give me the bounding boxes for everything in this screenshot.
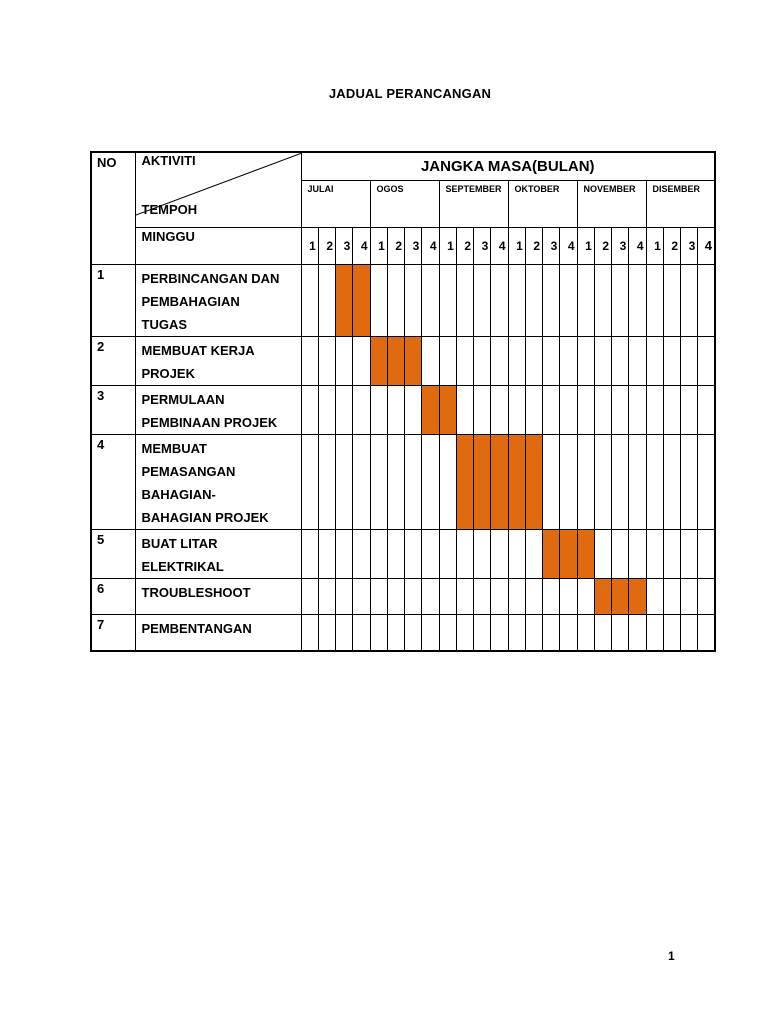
gantt-empty-cell xyxy=(456,578,473,614)
week-number: 3 xyxy=(612,227,629,264)
gantt-bar-cell xyxy=(491,434,508,529)
gantt-empty-cell xyxy=(387,385,404,434)
gantt-empty-cell xyxy=(387,578,404,614)
gantt-empty-cell xyxy=(560,614,577,651)
activity-row xyxy=(91,434,715,529)
gantt-empty-cell xyxy=(698,578,715,614)
gantt-empty-cell xyxy=(560,578,577,614)
gantt-empty-cell xyxy=(474,385,491,434)
gantt-empty-cell xyxy=(663,529,680,578)
gantt-empty-cell xyxy=(681,385,698,434)
gantt-empty-cell xyxy=(456,336,473,385)
week-number: 2 xyxy=(525,227,542,264)
gantt-empty-cell xyxy=(456,529,473,578)
gantt-empty-cell xyxy=(525,529,542,578)
gantt-empty-cell xyxy=(353,529,370,578)
gantt-empty-cell xyxy=(318,529,335,578)
gantt-empty-cell xyxy=(698,336,715,385)
gantt-empty-cell xyxy=(629,336,646,385)
gantt-empty-cell xyxy=(387,434,404,529)
gantt-empty-cell xyxy=(577,434,594,529)
gantt-bar-cell xyxy=(456,434,473,529)
gantt-empty-cell xyxy=(663,578,680,614)
gantt-empty-cell xyxy=(594,434,611,529)
gantt-empty-cell xyxy=(353,434,370,529)
gantt-empty-cell xyxy=(456,385,473,434)
gantt-empty-cell xyxy=(525,614,542,651)
gantt-bar-cell xyxy=(629,578,646,614)
gantt-bar-cell xyxy=(422,385,439,434)
activity-name-line: PEMBINAAN PROJEK xyxy=(141,414,278,430)
gantt-bar-cell xyxy=(560,529,577,578)
gantt-empty-cell xyxy=(301,385,318,434)
gantt-empty-cell xyxy=(439,529,456,578)
activity-name-line: BAHAGIAN- xyxy=(141,486,216,502)
week-number: 4 xyxy=(698,227,715,264)
gantt-empty-cell xyxy=(594,529,611,578)
gantt-empty-cell xyxy=(560,434,577,529)
gantt-empty-cell xyxy=(698,264,715,336)
gantt-bar-cell xyxy=(612,578,629,614)
gantt-empty-cell xyxy=(301,434,318,529)
gantt-empty-cell xyxy=(474,264,491,336)
month-header: OKTOBER xyxy=(508,180,577,227)
activity-name-line: TROUBLESHOOT xyxy=(141,584,251,600)
activity-name-line: PROJEK xyxy=(141,365,195,381)
activity-row xyxy=(91,385,715,434)
gantt-empty-cell xyxy=(663,614,680,651)
gantt-empty-cell xyxy=(646,385,663,434)
gantt-empty-cell xyxy=(543,578,560,614)
gantt-empty-cell xyxy=(594,264,611,336)
gantt-empty-cell xyxy=(336,529,353,578)
gantt-empty-cell xyxy=(629,529,646,578)
gantt-empty-cell xyxy=(629,614,646,651)
gantt-empty-cell xyxy=(543,614,560,651)
gantt-empty-cell xyxy=(456,614,473,651)
header-aktiviti: AKTIVITI xyxy=(141,153,196,168)
activity-name-line: PEMBAHAGIAN xyxy=(141,293,240,309)
gantt-empty-cell xyxy=(370,434,387,529)
gantt-empty-cell xyxy=(663,434,680,529)
gantt-empty-cell xyxy=(301,264,318,336)
gantt-empty-cell xyxy=(594,614,611,651)
gantt-empty-cell xyxy=(629,385,646,434)
gantt-empty-cell xyxy=(405,385,422,434)
activity-name xyxy=(135,264,301,336)
gantt-empty-cell xyxy=(629,264,646,336)
gantt-empty-cell xyxy=(301,529,318,578)
gantt-empty-cell xyxy=(439,578,456,614)
gantt-empty-cell xyxy=(353,385,370,434)
month-header: NOVEMBER xyxy=(577,180,646,227)
month-header: DISEMBER xyxy=(646,180,715,227)
gantt-bar-cell xyxy=(439,385,456,434)
gantt-empty-cell xyxy=(646,336,663,385)
gantt-empty-cell xyxy=(560,264,577,336)
gantt-bar-cell xyxy=(336,264,353,336)
gantt-empty-cell xyxy=(370,614,387,651)
gantt-empty-cell xyxy=(646,434,663,529)
gantt-empty-cell xyxy=(525,578,542,614)
header-minggu: MINGGU xyxy=(135,227,301,264)
gantt-empty-cell xyxy=(336,614,353,651)
gantt-empty-cell xyxy=(560,385,577,434)
activity-name-line: MEMBUAT KERJA xyxy=(141,342,255,358)
week-number: 4 xyxy=(353,227,370,264)
gantt-empty-cell xyxy=(370,385,387,434)
gantt-empty-cell xyxy=(612,385,629,434)
gantt-empty-cell xyxy=(525,264,542,336)
month-header: JULAI xyxy=(301,180,370,227)
page-title: JADUAL PERANCANGAN xyxy=(328,86,492,101)
gantt-bar-cell xyxy=(405,336,422,385)
gantt-empty-cell xyxy=(422,578,439,614)
gantt-empty-cell xyxy=(612,434,629,529)
activity-name-line: PERBINCANGAN DAN xyxy=(141,270,280,286)
week-number: 1 xyxy=(508,227,525,264)
gantt-empty-cell xyxy=(681,529,698,578)
activity-name xyxy=(135,385,301,434)
gantt-empty-cell xyxy=(456,264,473,336)
gantt-empty-cell xyxy=(508,578,525,614)
gantt-empty-cell xyxy=(474,614,491,651)
gantt-empty-cell xyxy=(681,264,698,336)
gantt-empty-cell xyxy=(491,336,508,385)
page-number: 1 xyxy=(668,949,675,963)
activity-row xyxy=(91,264,715,336)
gantt-empty-cell xyxy=(439,434,456,529)
activity-name-line: BUAT LITAR xyxy=(141,535,218,551)
activity-name-line: BAHAGIAN PROJEK xyxy=(141,509,269,525)
activity-name-line: TUGAS xyxy=(141,316,187,332)
gantt-empty-cell xyxy=(663,336,680,385)
activity-name-line: PEMASANGAN xyxy=(141,463,236,479)
activity-name-line: PEMBENTANGAN xyxy=(141,620,252,636)
week-number: 2 xyxy=(456,227,473,264)
activity-name-line: MEMBUAT xyxy=(141,440,207,456)
gantt-empty-cell xyxy=(612,264,629,336)
gantt-empty-cell xyxy=(646,578,663,614)
gantt-empty-cell xyxy=(422,529,439,578)
gantt-empty-cell xyxy=(543,385,560,434)
gantt-empty-cell xyxy=(439,614,456,651)
header-aktiviti-tempoh xyxy=(135,152,301,227)
gantt-empty-cell xyxy=(336,434,353,529)
gantt-empty-cell xyxy=(405,614,422,651)
header-jangka-masa: JANGKA MASA(BULAN) xyxy=(301,152,715,180)
gantt-empty-cell xyxy=(525,385,542,434)
gantt-empty-cell xyxy=(663,264,680,336)
gantt-bar-cell xyxy=(474,434,491,529)
gantt-empty-cell xyxy=(491,385,508,434)
gantt-empty-cell xyxy=(370,529,387,578)
gantt-empty-cell xyxy=(387,614,404,651)
gantt-empty-cell xyxy=(318,614,335,651)
gantt-empty-cell xyxy=(405,434,422,529)
gantt-empty-cell xyxy=(318,434,335,529)
gantt-empty-cell xyxy=(508,336,525,385)
week-number: 1 xyxy=(370,227,387,264)
gantt-empty-cell xyxy=(646,529,663,578)
activity-no: 3 xyxy=(91,385,135,434)
gantt-empty-cell xyxy=(594,385,611,434)
gantt-empty-cell xyxy=(353,578,370,614)
gantt-empty-cell xyxy=(422,434,439,529)
gantt-empty-cell xyxy=(422,336,439,385)
gantt-empty-cell xyxy=(543,434,560,529)
gantt-bar-cell xyxy=(508,434,525,529)
gantt-empty-cell xyxy=(318,578,335,614)
gantt-bar-cell xyxy=(594,578,611,614)
gantt-empty-cell xyxy=(405,578,422,614)
gantt-empty-cell xyxy=(698,614,715,651)
gantt-empty-cell xyxy=(543,264,560,336)
gantt-empty-cell xyxy=(474,578,491,614)
gantt-empty-cell xyxy=(370,264,387,336)
week-number: 4 xyxy=(491,227,508,264)
activity-name xyxy=(135,529,301,578)
activity-name-line: ELEKTRIKAL xyxy=(141,558,224,574)
header-tempoh: TEMPOH xyxy=(141,202,198,217)
gantt-bar-cell xyxy=(387,336,404,385)
gantt-empty-cell xyxy=(439,264,456,336)
gantt-empty-cell xyxy=(318,336,335,385)
activity-name-line: PERMULAAN xyxy=(141,391,225,407)
activity-no: 2 xyxy=(91,336,135,385)
gantt-empty-cell xyxy=(491,614,508,651)
gantt-empty-cell xyxy=(508,385,525,434)
schedule-table xyxy=(90,151,716,652)
week-number: 4 xyxy=(422,227,439,264)
week-number: 4 xyxy=(560,227,577,264)
gantt-empty-cell xyxy=(336,578,353,614)
gantt-empty-cell xyxy=(577,385,594,434)
gantt-empty-cell xyxy=(491,578,508,614)
gantt-empty-cell xyxy=(301,578,318,614)
activity-name xyxy=(135,336,301,385)
activity-name xyxy=(135,614,301,651)
gantt-empty-cell xyxy=(612,529,629,578)
gantt-empty-cell xyxy=(577,264,594,336)
week-number: 1 xyxy=(646,227,663,264)
gantt-empty-cell xyxy=(491,529,508,578)
gantt-empty-cell xyxy=(508,614,525,651)
gantt-empty-cell xyxy=(405,264,422,336)
gantt-empty-cell xyxy=(336,336,353,385)
gantt-empty-cell xyxy=(698,434,715,529)
gantt-empty-cell xyxy=(353,614,370,651)
gantt-empty-cell xyxy=(422,614,439,651)
week-number: 2 xyxy=(318,227,335,264)
gantt-empty-cell xyxy=(577,336,594,385)
activity-no: 5 xyxy=(91,529,135,578)
week-number: 3 xyxy=(543,227,560,264)
gantt-empty-cell xyxy=(387,529,404,578)
gantt-empty-cell xyxy=(646,614,663,651)
gantt-empty-cell xyxy=(508,264,525,336)
gantt-empty-cell xyxy=(646,264,663,336)
gantt-empty-cell xyxy=(318,264,335,336)
gantt-empty-cell xyxy=(560,336,577,385)
activity-no: 6 xyxy=(91,578,135,614)
gantt-empty-cell xyxy=(301,336,318,385)
week-number: 4 xyxy=(629,227,646,264)
header-no: NO xyxy=(91,152,135,264)
week-number: 2 xyxy=(387,227,404,264)
gantt-empty-cell xyxy=(577,578,594,614)
gantt-empty-cell xyxy=(629,434,646,529)
week-number: 3 xyxy=(681,227,698,264)
gantt-empty-cell xyxy=(594,336,611,385)
gantt-bar-cell xyxy=(577,529,594,578)
gantt-empty-cell xyxy=(387,264,404,336)
activity-no: 4 xyxy=(91,434,135,529)
gantt-empty-cell xyxy=(663,385,680,434)
gantt-empty-cell xyxy=(508,529,525,578)
activity-row xyxy=(91,529,715,578)
gantt-empty-cell xyxy=(681,336,698,385)
week-number: 3 xyxy=(474,227,491,264)
gantt-empty-cell xyxy=(543,336,560,385)
gantt-empty-cell xyxy=(370,578,387,614)
gantt-empty-cell xyxy=(491,264,508,336)
activity-row xyxy=(91,578,715,614)
gantt-empty-cell xyxy=(612,614,629,651)
gantt-bar-cell xyxy=(543,529,560,578)
gantt-empty-cell xyxy=(405,529,422,578)
gantt-empty-cell xyxy=(353,336,370,385)
gantt-empty-cell xyxy=(681,614,698,651)
gantt-empty-cell xyxy=(301,614,318,651)
week-number: 2 xyxy=(663,227,680,264)
gantt-bar-cell xyxy=(525,434,542,529)
activity-name xyxy=(135,578,301,614)
gantt-empty-cell xyxy=(474,336,491,385)
activity-no: 7 xyxy=(91,614,135,651)
gantt-empty-cell xyxy=(577,614,594,651)
gantt-empty-cell xyxy=(336,385,353,434)
gantt-empty-cell xyxy=(474,529,491,578)
gantt-empty-cell xyxy=(681,434,698,529)
activity-name xyxy=(135,434,301,529)
gantt-empty-cell xyxy=(318,385,335,434)
gantt-empty-cell xyxy=(698,529,715,578)
activity-row xyxy=(91,614,715,651)
activity-row xyxy=(91,336,715,385)
gantt-bar-cell xyxy=(353,264,370,336)
activity-no: 1 xyxy=(91,264,135,336)
week-number: 3 xyxy=(405,227,422,264)
week-number: 1 xyxy=(439,227,456,264)
month-header: OGOS xyxy=(370,180,439,227)
month-header: SEPTEMBER xyxy=(439,180,508,227)
gantt-empty-cell xyxy=(612,336,629,385)
week-number: 1 xyxy=(577,227,594,264)
week-number: 1 xyxy=(301,227,318,264)
gantt-bar-cell xyxy=(370,336,387,385)
gantt-empty-cell xyxy=(422,264,439,336)
gantt-empty-cell xyxy=(439,336,456,385)
week-number: 3 xyxy=(336,227,353,264)
week-number: 2 xyxy=(594,227,611,264)
gantt-empty-cell xyxy=(698,385,715,434)
gantt-empty-cell xyxy=(681,578,698,614)
gantt-empty-cell xyxy=(525,336,542,385)
